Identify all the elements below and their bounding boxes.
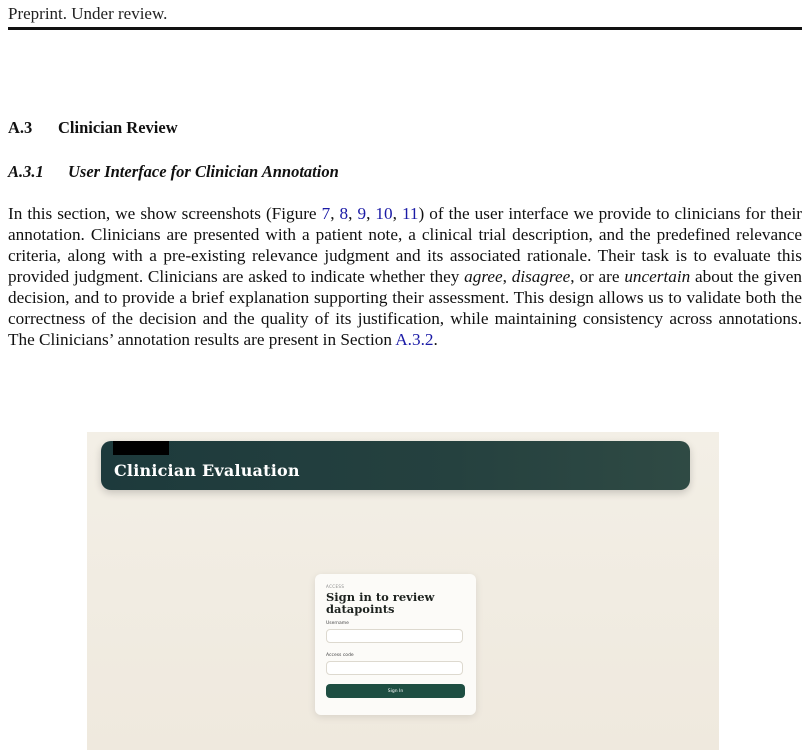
figure-ref-11[interactable]: 11 <box>401 204 419 223</box>
section-heading <box>8 118 178 138</box>
section-number: A.3 <box>8 118 33 137</box>
subsection-title: User Interface for Clinician Annotation <box>68 162 339 181</box>
figure-ref-8[interactable]: 8 <box>339 204 349 223</box>
body-paragraph: In this section, we show screenshots (Figure 7, 8, 9, 10, 11) of the user interface we provide to clinicians for their annotation. Clinicians are presented with a patient note, a clinical trial description, and the predefined relevance criteria, along with a pre-existing relevance judgment and its associated rationale. Their task is to evaluate this provided judgment. Clinicians are asked to indicate whether they agree, disagree, or are uncertain about the given decision, and to provide a brief explanation supporting their assessment. This design allows us to validate both the correctness of the decision and the quality of its justification, while maintaining consistency across annotations. The Clinicians’ annotation results are present in Section A.3.2. <box>8 204 803 349</box>
access-code-label: Access code <box>326 653 354 658</box>
ui-screenshot-figure <box>87 432 719 750</box>
section-title: Clinician Review <box>58 118 178 137</box>
username-label: Username <box>326 621 349 626</box>
figure-ref-9[interactable]: 9 <box>357 204 367 223</box>
emphasis-agree: agree <box>464 267 503 286</box>
paragraph-text: In this section, we show screenshots (Figure <box>8 204 322 223</box>
emphasis-disagree: disagree <box>511 267 571 286</box>
app-header-banner <box>101 441 690 490</box>
app-title: Clinician Evaluation <box>114 461 300 480</box>
paragraph-text: about the given decision, and to provide a brief explanation supporting their assessment. This design allows us to validate both the correctness of the decision and the quality of its justification, while maintaining consistency across annotations. The Clinicians’ annotation results are present in Section <box>8 267 802 349</box>
paragraph-text: , or are <box>570 267 625 286</box>
username-input[interactable] <box>326 629 463 643</box>
header-rule <box>8 27 802 30</box>
subsection-number: A.3.1 <box>8 162 44 181</box>
paragraph-text: , <box>502 267 512 286</box>
running-header: Preprint. Under review. <box>8 4 168 23</box>
figure-ref-10[interactable]: 10 <box>375 204 393 223</box>
emphasis-uncertain: uncertain <box>624 267 691 286</box>
figure-ref-7[interactable]: 7 <box>321 204 331 223</box>
sign-in-card <box>315 574 476 715</box>
paragraph-text: . <box>433 330 438 349</box>
subsection-heading <box>8 162 339 182</box>
card-kicker: ACCESS <box>326 584 345 589</box>
paragraph-text: ) of the user interface we provide to clinicians for their annotation. Clinicians are presented with a patient note, a clinical trial description, and the predefined relevance criteria, along with a pre-existing relevance judgment and its associated rationale. Their task is to evaluate this provided judgment. Clinicians are asked to indicate whether they <box>8 204 803 286</box>
redaction-box <box>113 441 169 455</box>
card-title: Sign in to review datapoints <box>326 590 435 616</box>
access-code-input[interactable] <box>326 661 463 675</box>
section-ref[interactable]: A.3.2 <box>395 330 434 349</box>
sign-in-button[interactable]: Sign In <box>326 684 465 698</box>
